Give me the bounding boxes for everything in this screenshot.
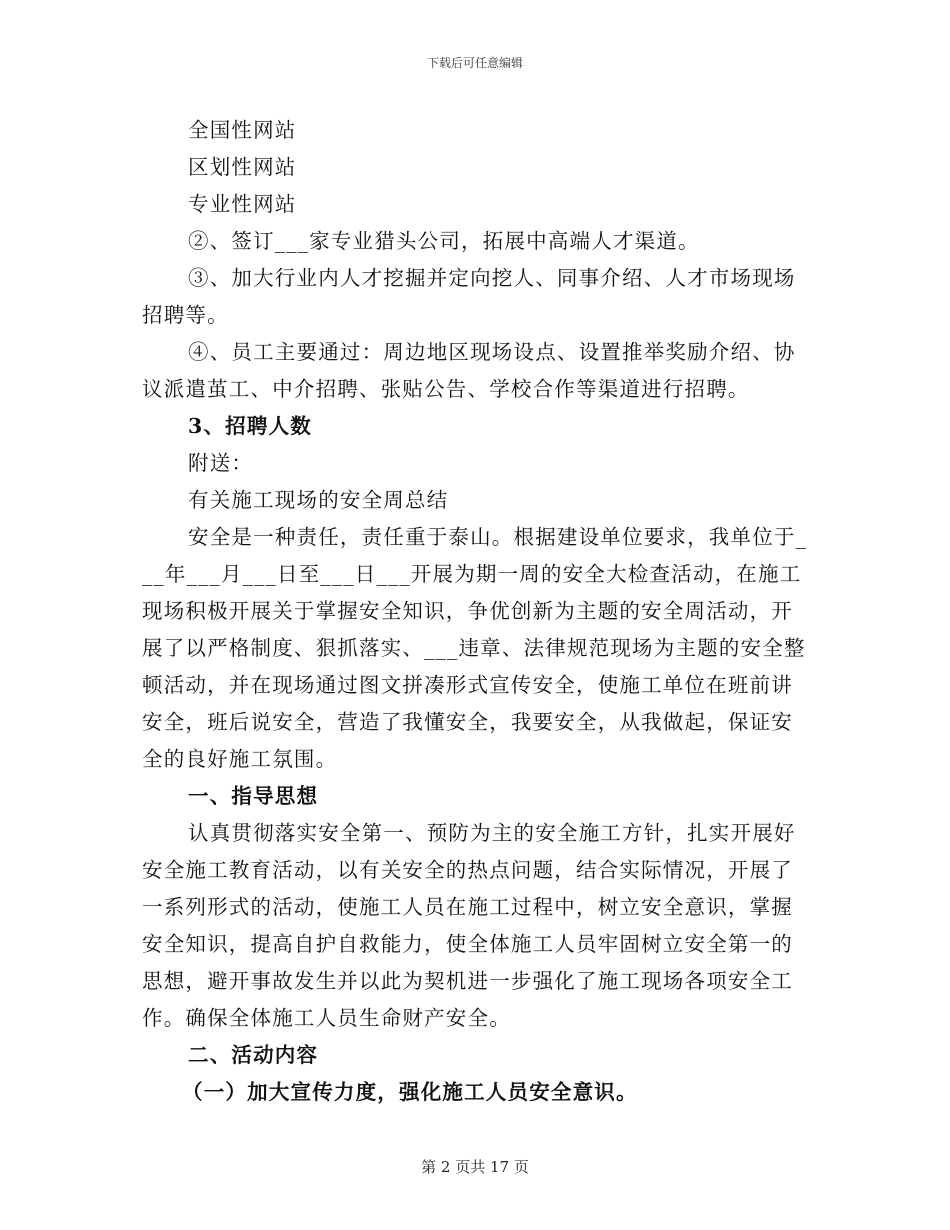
text-line: 全国性网站 bbox=[188, 118, 297, 142]
text-line: 现场积极开展关于掌握安全知识，争优创新为主题的安全周活动，开 bbox=[142, 599, 793, 623]
text-line: 安全施工教育活动，以有关安全的热点问题，结合实际情况，开展了 bbox=[142, 858, 793, 882]
text-line: 议派遣茧工、中介招聘、张贴公告、学校合作等渠道进行招聘。 bbox=[142, 377, 750, 401]
text-line: 作。确保全体施工人员生命财产安全。 bbox=[142, 1006, 511, 1030]
text-line: 展了以严格制度、狠抓落实、___违章、法律规范现场为主题的安全整 bbox=[142, 636, 806, 660]
text-line: __年___月___日至___日___开展为期一周的安全大检查活动，在施工 bbox=[142, 562, 802, 586]
doc-title: 有关施工现场的安全周总结 bbox=[188, 488, 449, 512]
page-header: 下载后可任意编辑 bbox=[426, 56, 523, 70]
text-line: 认真贯彻落实安全第一、预防为主的安全施工方针，扎实开展好 bbox=[188, 821, 796, 845]
text-line: 区划性网站 bbox=[188, 155, 297, 179]
text-line: 全的良好施工氛围。 bbox=[142, 747, 338, 771]
text-line: 顿活动，并在现场通过图文拼凑形式宣传安全，使施工单位在班前讲 bbox=[142, 673, 793, 697]
text-line: 专业性网站 bbox=[188, 192, 297, 216]
text-line: 安全是一种责任，责任重于泰山。根据建设单位要求，我单位于_ bbox=[188, 525, 808, 549]
subsection-heading: （一）加大宣传力度，强化施工人员安全意识。 bbox=[182, 1080, 638, 1104]
text-line: 安全知识，提高自护自救能力，使全体施工人员牢固树立安全第一的 bbox=[142, 932, 793, 956]
text-line: 一系列形式的活动，使施工人员在施工过程中，树立安全意识，掌握 bbox=[142, 895, 793, 919]
page-footer: 第 2 页共 17 页 bbox=[421, 1158, 529, 1176]
text-line: 附送： bbox=[188, 451, 254, 475]
document-body bbox=[142, 112, 806, 1111]
text-line: 安全，班后说安全，营造了我懂安全，我要安全，从我做起，保证安 bbox=[142, 710, 793, 734]
text-line: ②、签订___家专业猎头公司，拓展中高端人才渠道。 bbox=[188, 229, 700, 253]
section-heading: 3、招聘人数 bbox=[188, 414, 312, 438]
section-heading: 二、活动内容 bbox=[188, 1043, 319, 1067]
text-line: 招聘等。 bbox=[142, 303, 229, 327]
text-line: ④、员工主要通过：周边地区现场设点、设置推举奖励介绍、协 bbox=[188, 340, 796, 364]
section-heading: 一、指导思想 bbox=[188, 784, 319, 808]
text-line: 思想，避开事故发生并以此为契机进一步强化了施工现场各项安全工 bbox=[142, 969, 793, 993]
text-line: ③、加大行业内人才挖掘并定向挖人、同事介绍、人才市场现场 bbox=[188, 266, 796, 290]
